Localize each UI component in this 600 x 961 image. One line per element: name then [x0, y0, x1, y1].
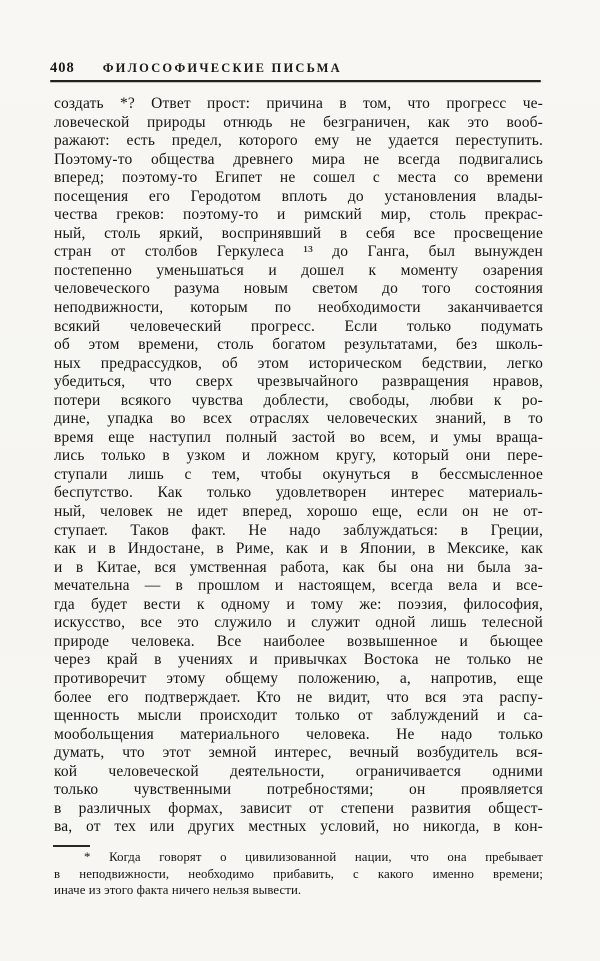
text-line: ступали лишь с тем, чтобы окунуться в бессмысленное: [54, 465, 543, 483]
text-line: вперед; поэтому-то Египет не сошел с места со времени: [54, 169, 543, 187]
text-line: в различных формах, зависит от степени развития общест-: [54, 799, 543, 817]
running-title: ФИЛОСОФИЧЕСКИЕ ПИСЬМА: [102, 61, 342, 75]
header-rule: [50, 80, 541, 82]
text-line: создать *? Ответ прост: причина в том, что прогресс че-: [54, 95, 543, 112]
text-line: чества греков: поэтому-то и римский мир, столь прекрас-: [54, 206, 543, 224]
text-line: гда будет вести к одному и тому же: поэзия, философия,: [54, 595, 543, 613]
page-header: [50, 59, 542, 77]
text-line: дине, упадка во всех отраслях человеческих знаний, в то: [54, 410, 543, 428]
footnote-line: * Когда говорят о цивилизованной нации, что она пребывает: [84, 850, 543, 864]
text-line: кой человеческой деятельности, ограничивается одними: [54, 762, 543, 780]
text-line: всякий человеческий прогресс. Если только подумать: [54, 317, 543, 335]
body-text: [54, 95, 543, 837]
text-line: искусство, все это служило и служит одной лишь телесной: [54, 614, 543, 632]
text-line: постепенно уменьшаться и дошел к моменту озарения: [54, 261, 543, 279]
text-line: ный, столь яркий, воспринявший в себя все просвещение: [54, 224, 543, 242]
text-line: мечательна — в прошлом и настоящем, всегда вела и все-: [54, 577, 543, 595]
text-line: только чувственными потребностями; он проявляется: [54, 781, 543, 799]
text-line: Поэтому-то общества древнего мира не всегда подвигались: [54, 150, 543, 168]
text-line: посещения его Геродотом вплоть до установления влады-: [54, 187, 543, 205]
text-line: ных предрассудков, об этом историческом бедствии, легко: [54, 354, 543, 372]
text-line: как и в Индостане, в Риме, как и в Японии, в Мексике, как: [54, 540, 543, 558]
text-line: щенность мысли происходит только от заблуждений и са-: [54, 707, 543, 725]
text-line: ступает. Таков факт. Не надо заблуждаться: в Греции,: [54, 521, 543, 539]
text-line: время еще наступил полный застой во всем, и умы враща-: [54, 428, 543, 446]
text-line: человеческого разума новым светом до того состояния: [54, 280, 543, 298]
text-line: природе человека. Все наиболее возвышенное и бьющее: [54, 632, 543, 650]
text-line: противоречит этому общему положению, а, напротив, еще: [54, 669, 543, 687]
footnote: [54, 849, 543, 899]
footnote-line: иначе из этого факта ничего нельзя вывести.: [54, 883, 302, 897]
text-line: ва, от тех или других местных условий, но никогда, в кон-: [54, 818, 543, 836]
text-line: мообольщения материального человека. Не надо только: [54, 725, 543, 743]
text-line: ный, человек не идет вперед, хорошо еще, если он не от-: [54, 503, 543, 521]
footnote-separator: [53, 845, 90, 847]
page-number: 408: [50, 60, 75, 76]
text-line: стран от столбов Геркулеса ¹³ до Ганга, был вынужден: [54, 243, 543, 261]
text-line: потери всякого чувства доблести, свободы, любви к ро-: [54, 391, 543, 409]
text-line: ражают: есть предел, которого ему не удается переступить.: [54, 132, 543, 150]
text-line: лись только в узком и ложном кругу, который они пере-: [54, 447, 543, 465]
text-line: беспутство. Как только удовлетворен интерес материаль-: [54, 484, 543, 502]
text-line: убедиться, что сверх чрезвычайного развращения нравов,: [54, 373, 543, 391]
text-line: неподвижности, которым по необходимости заканчивается: [54, 299, 543, 317]
text-line: ловеческой природы отнюдь не безграничен, как это вооб-: [54, 113, 543, 131]
text-line: через край в учениях и привычках Востока не только не: [54, 651, 543, 669]
footnote-line: в неподвижности, необходимо прибавить, с какого именно времени;: [54, 866, 543, 881]
text-line: и в Китае, вся умственная работа, как бы она ни была за-: [54, 558, 543, 576]
text-line: более его подтверждает. Кто не видит, что вся эта распу-: [54, 688, 543, 706]
text-line: об этом времени, столь богатом результатами, без школь-: [54, 336, 543, 354]
text-line: думать, что этот земной интерес, вечный возбудитель вся-: [54, 744, 543, 762]
